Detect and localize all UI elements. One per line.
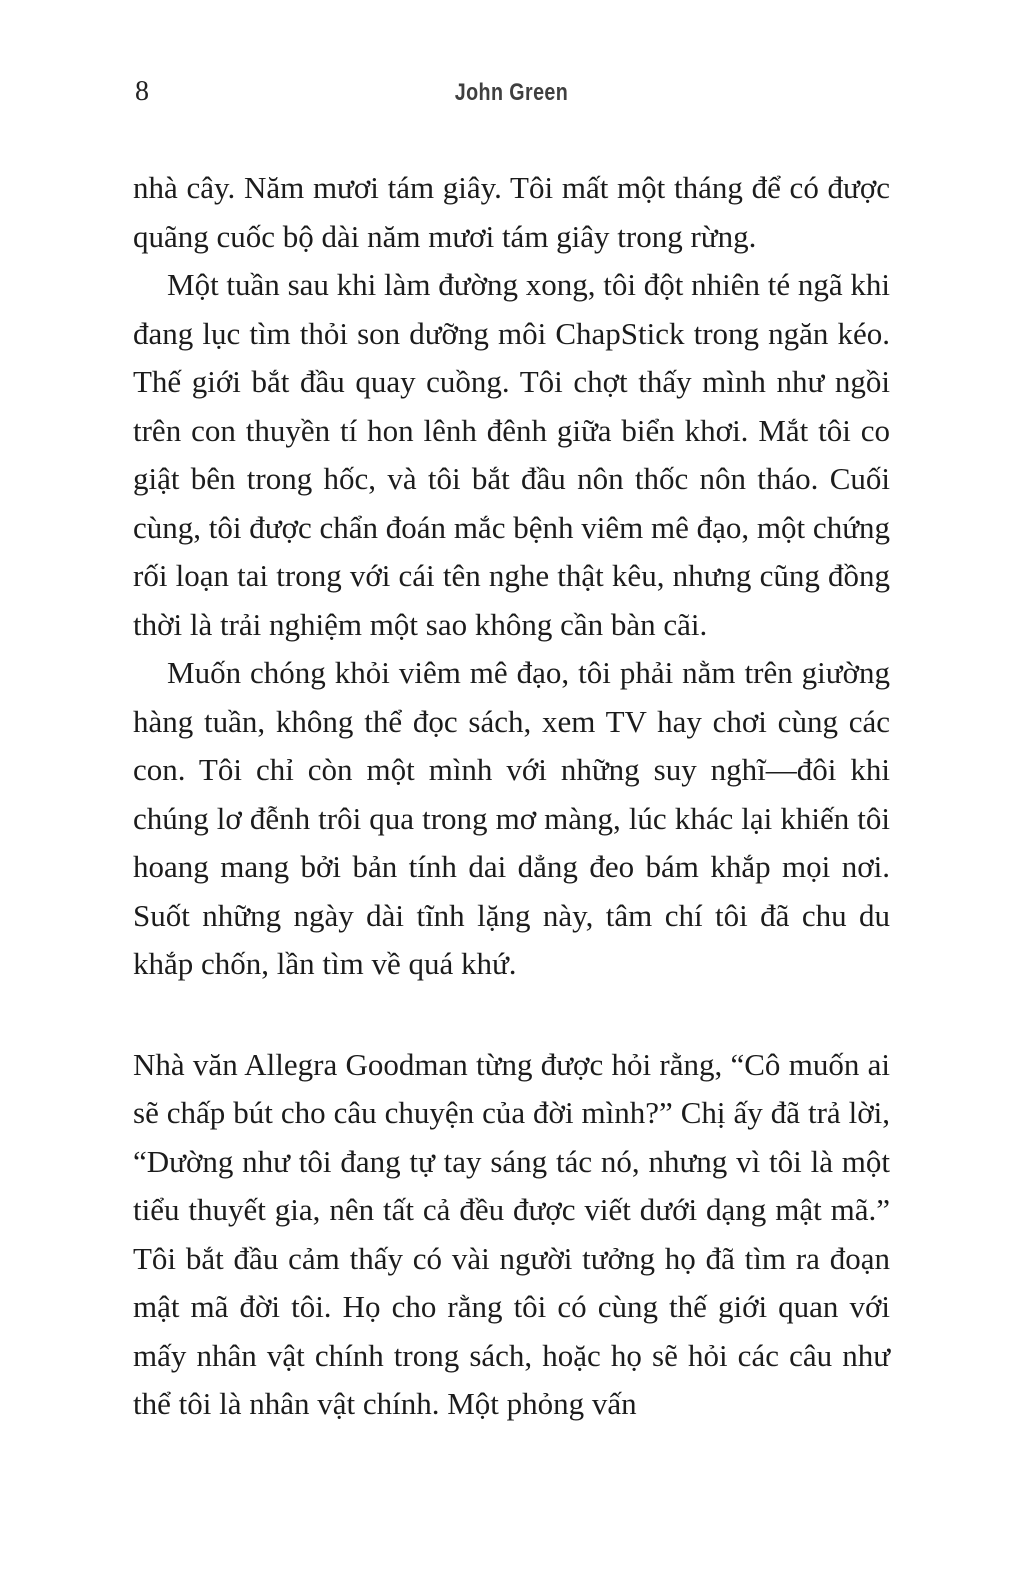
running-head-author: John Green [454,79,569,106]
paragraph-new-section: Nhà văn Allegra Goodman từng được hỏi rằng, “Cô muốn ai sẽ chấp bút cho câu chuyện của đời mình?” Chị ấy đã trả lời, “Dường như tôi đang tự tay sáng tác nó, nhưng vì tôi là một tiểu thuyết gia, nên tất cả đều được viết dưới dạng mật mã.” Tôi bắt đầu cảm thấy có vài người tưởng họ đã tìm ra đoạn mật mã đời tôi. Họ cho rằng tôi có cùng thế giới quan với mấy nhân vật chính trong sách, hoặc họ sẽ hỏi các câu như thể tôi là nhân vật chính. Một phỏng vấn [133,1046,890,1421]
page-number: 8 [135,76,149,107]
page-body [133,164,890,1429]
page-header [133,0,890,112]
paragraph-continuation: nhà cây. Năm mươi tám giây. Tôi mất một tháng để có được quãng cuốc bộ dài năm mươi tám giây trong rừng. [133,170,890,254]
page-container [133,0,890,1429]
paragraph: Muốn chóng khỏi viêm mê đạo, tôi phải nằm trên giường hàng tuần, không thể đọc sách, xem TV hay chơi cùng các con. Tôi chỉ còn một mình với những suy nghĩ—đôi khi chúng lơ đễnh trôi qua trong mơ màng, lúc khác lại khiến tôi hoang mang bởi bản tính dai dẳng đeo bám khắp mọi nơi. Suốt những ngày dài tĩnh lặng này, tâm chí tôi đã chu du khắp chốn, lần tìm về quá khứ. [133,655,890,981]
paragraph: Một tuần sau khi làm đường xong, tôi đột nhiên té ngã khi đang lục tìm thỏi son dưỡng môi ChapStick trong ngăn kéo. Thế giới bắt đầu quay cuồng. Tôi chợt thấy mình như ngồi trên con thuyền tí hon lênh đênh giữa biển khơi. Mắt tôi co giật bên trong hốc, và tôi bắt đầu nôn thốc nôn tháo. Cuối cùng, tôi được chẩn đoán mắc bệnh viêm mê đạo, một chứng rối loạn tai trong với cái tên nghe thật kêu, nhưng cũng đồng thời là trải nghiệm một sao không cần bàn cãi. [133,267,890,642]
